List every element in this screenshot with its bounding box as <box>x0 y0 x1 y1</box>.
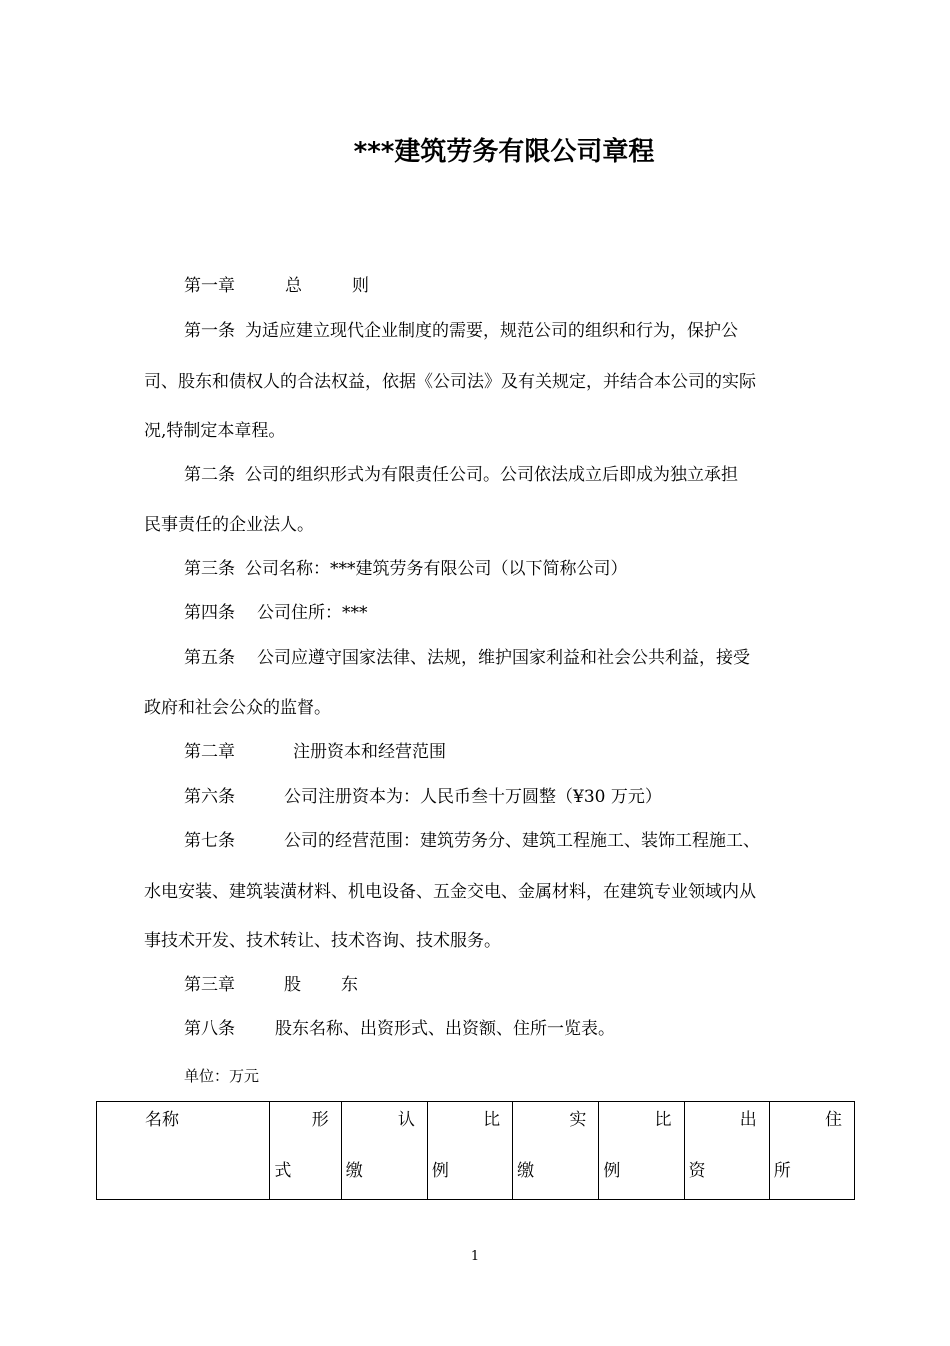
article-1-text-1: 为适应建立现代企业制度的需要，规范公司的组织和行为，保护公 <box>245 321 738 341</box>
table-header-row <box>97 1102 855 1200</box>
chapter-1-name-a: 总 <box>285 276 302 296</box>
article-5-label: 第五条 <box>184 648 235 668</box>
article-3-label: 第三条 <box>184 559 235 579</box>
table-header-text-bottom: 缴 <box>517 1161 535 1181</box>
article-7-label: 第七条 <box>184 831 235 851</box>
article-5-line-2: 政府和社会公众的监督。 <box>144 698 331 718</box>
table-header-cell <box>684 1102 769 1200</box>
article-2-line-1 <box>184 463 738 487</box>
chapter-3-name-b: 东 <box>341 975 358 995</box>
article-1-line-3: 况,特制定本章程。 <box>144 421 286 441</box>
article-6 <box>184 785 662 809</box>
table-header-cell <box>599 1102 684 1200</box>
table-header-text-top: 出 <box>739 1110 757 1130</box>
table-header-cell <box>769 1102 854 1200</box>
article-6-text: 公司注册资本为：人民币叁十万圆整（¥30 万元） <box>284 787 662 807</box>
page-number: 1 <box>470 1249 480 1264</box>
table-header-text-bottom: 例 <box>431 1161 449 1181</box>
chapter-2-name: 注册资本和经营范围 <box>293 742 446 762</box>
table-header-name <box>97 1102 270 1200</box>
article-4-label: 第四条 <box>184 603 235 623</box>
chapter-1-name-b: 则 <box>352 276 369 296</box>
article-7-text-1: 公司的经营范围：建筑劳务分、建筑工程施工、装饰工程施工、 <box>284 831 760 851</box>
table-header-text-top: 比 <box>483 1110 501 1130</box>
chapter-3-heading <box>184 973 358 997</box>
chapter-3-label: 第三章 <box>184 975 235 995</box>
table-header-cell <box>427 1102 512 1200</box>
table-unit-label: 单位：万元 <box>184 1067 260 1085</box>
chapter-3-name-a: 股 <box>284 975 301 995</box>
article-7-line-1 <box>184 829 760 853</box>
table-header-name-text: 名称 <box>145 1110 179 1130</box>
article-6-label: 第六条 <box>184 787 235 807</box>
article-1-label: 第一条 <box>184 321 235 341</box>
table-header-cell <box>513 1102 599 1200</box>
article-7-line-2: 水电安装、建筑装潢材料、机电设备、五金交电、金属材料，在建筑专业领域内从 <box>144 882 756 902</box>
article-4-text: 公司住所：*** <box>257 603 368 623</box>
article-7-line-3: 事技术开发、技术转让、技术咨询、技术服务。 <box>144 931 501 951</box>
table-header-text-bottom: 缴 <box>345 1161 363 1181</box>
article-1-line-1 <box>184 319 738 343</box>
chapter-2-heading <box>184 740 446 764</box>
table-header-text-top: 比 <box>654 1110 672 1130</box>
article-4 <box>184 601 368 625</box>
table-header-text-top: 实 <box>569 1110 587 1130</box>
article-2-line-2: 民事责任的企业法人。 <box>144 515 314 535</box>
article-8-text: 股东名称、出资形式、出资额、住所一览表。 <box>275 1019 615 1039</box>
article-1-line-2: 司、股东和债权人的合法权益，依据《公司法》及有关规定，并结合本公司的实际 <box>144 372 756 392</box>
table-header-text-top: 认 <box>397 1110 415 1130</box>
article-8 <box>184 1017 615 1041</box>
article-3 <box>184 557 628 581</box>
table-header-cell <box>270 1102 341 1200</box>
document-title: ***建筑劳务有限公司章程 <box>353 137 655 167</box>
article-5-text-1: 公司应遵守国家法律、法规，维护国家利益和社会公共利益，接受 <box>257 648 750 668</box>
article-2-label: 第二条 <box>184 465 235 485</box>
table-header-text-top: 住 <box>825 1110 842 1130</box>
article-5-line-1 <box>184 646 750 670</box>
table-header-text-top: 形 <box>311 1110 329 1130</box>
table-header-text-bottom: 资 <box>688 1161 706 1181</box>
shareholder-table <box>96 1101 855 1200</box>
chapter-1-label: 第一章 <box>184 276 235 296</box>
article-3-text: 公司名称：***建筑劳务有限公司（以下简称公司） <box>245 559 628 579</box>
article-2-text-1: 公司的组织形式为有限责任公司。公司依法成立后即成为独立承担 <box>245 465 738 485</box>
table-header-text-bottom: 例 <box>603 1161 621 1181</box>
article-8-label: 第八条 <box>184 1019 235 1039</box>
table-header-text-bottom: 式 <box>274 1161 292 1181</box>
table-header-text-bottom: 所 <box>773 1161 791 1181</box>
chapter-1-heading <box>184 274 369 298</box>
table-header-cell <box>341 1102 427 1200</box>
chapter-2-label: 第二章 <box>184 742 235 762</box>
